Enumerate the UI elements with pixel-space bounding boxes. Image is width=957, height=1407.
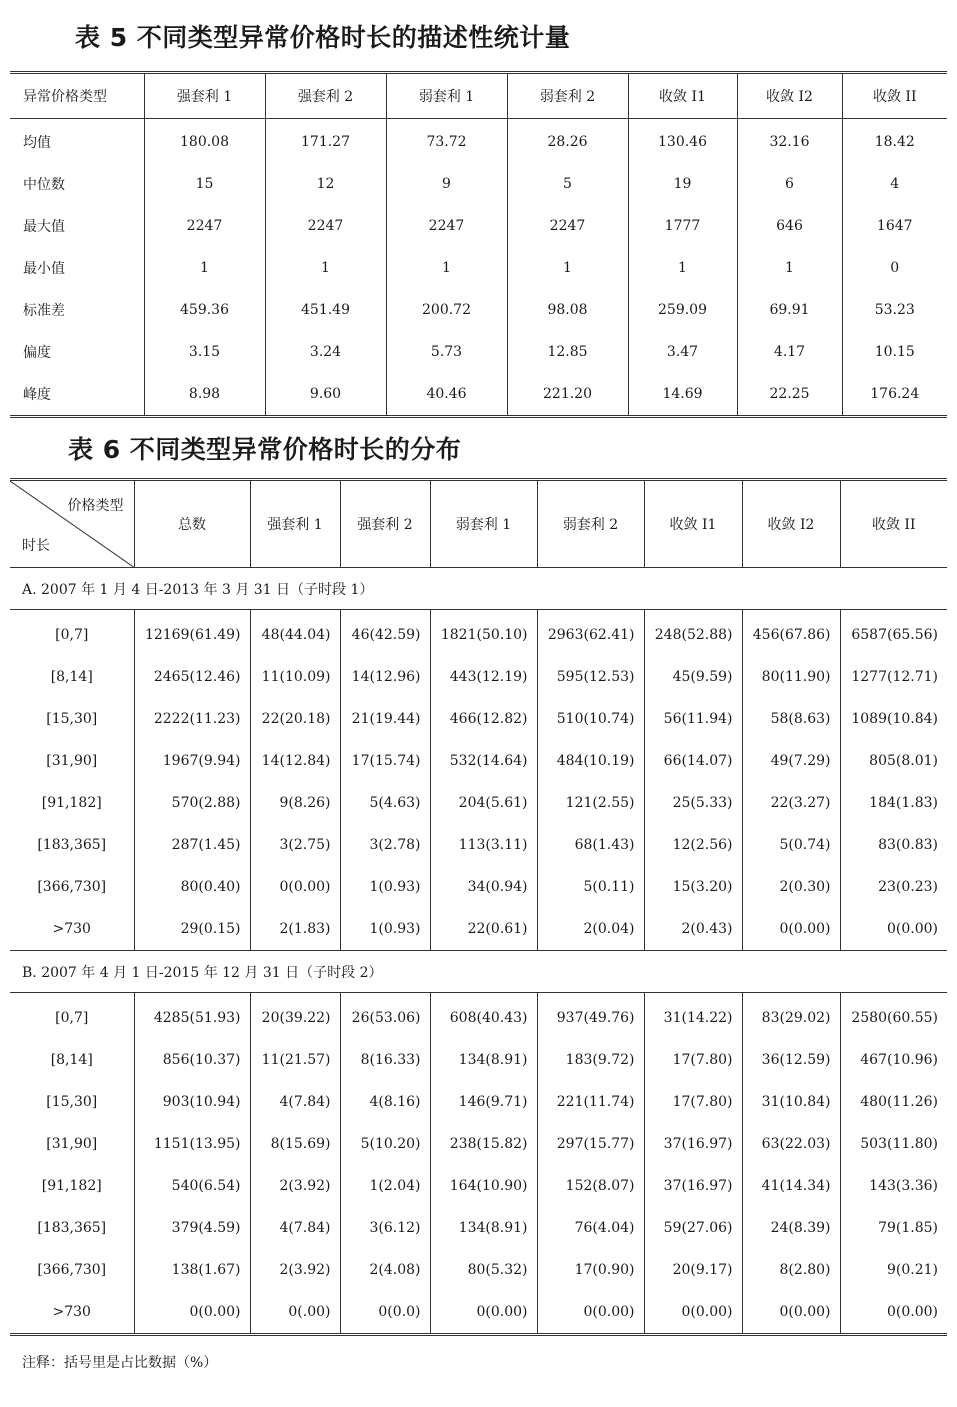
table-row — [10, 247, 947, 289]
duration-range-label: [183,365] — [37, 1220, 107, 1236]
count-cell: 2(0.30) — [742, 866, 840, 908]
count-cell: 80(11.90) — [742, 656, 840, 698]
count-cell: 2(4.08) — [340, 1249, 430, 1291]
count-cell: 2(3.92) — [250, 1165, 340, 1207]
count-cell: 45(9.59) — [644, 656, 742, 698]
count-cell: 24(8.39) — [742, 1207, 840, 1249]
table5-col-header: 收敛 I1 — [628, 73, 737, 119]
count-cell: 184(1.83) — [840, 782, 947, 824]
count-cell: 379(4.59) — [134, 1207, 250, 1249]
stat-value: 451.49 — [265, 289, 386, 331]
count-cell: 121(2.55) — [537, 782, 644, 824]
duration-range-label: [15,30] — [46, 1094, 98, 1110]
count-cell: 1(2.04) — [340, 1165, 430, 1207]
table6-col-header: 强套利 2 — [340, 480, 430, 568]
stat-value: 15 — [144, 163, 265, 205]
count-cell: 58(8.63) — [742, 698, 840, 740]
count-cell: 0(0.00) — [430, 1291, 537, 1335]
count-cell: 8(16.33) — [340, 1039, 430, 1081]
count-cell: 0(.00) — [250, 1291, 340, 1335]
count-cell: 80(5.32) — [430, 1249, 537, 1291]
table6-col-header: 收敛 II — [840, 480, 947, 568]
duration-range-label: [0,7] — [55, 1010, 89, 1026]
stat-value: 2247 — [386, 205, 507, 247]
stat-value: 221.20 — [507, 373, 628, 417]
count-cell: 0(0.00) — [742, 908, 840, 951]
count-cell: 8(2.80) — [742, 1249, 840, 1291]
table-row — [10, 373, 947, 417]
count-cell: 595(12.53) — [537, 656, 644, 698]
count-cell: 23(0.23) — [840, 866, 947, 908]
stat-value: 2247 — [265, 205, 386, 247]
count-cell: 20(39.22) — [250, 993, 340, 1040]
table5-header-row — [10, 73, 947, 119]
stat-value: 130.46 — [628, 119, 737, 164]
table6-col-header: 收敛 I2 — [742, 480, 840, 568]
count-cell: 608(40.43) — [430, 993, 537, 1040]
count-cell: 9(8.26) — [250, 782, 340, 824]
count-cell: 443(12.19) — [430, 656, 537, 698]
count-cell: 29(0.15) — [134, 908, 250, 951]
duration-range-label: >730 — [52, 1304, 91, 1320]
count-cell: 56(11.94) — [644, 698, 742, 740]
table-row — [10, 1291, 947, 1335]
count-cell: 0(0.00) — [840, 908, 947, 951]
stat-value: 12.85 — [507, 331, 628, 373]
count-cell: 17(0.90) — [537, 1249, 644, 1291]
count-cell: 12(2.56) — [644, 824, 742, 866]
count-cell: 3(6.12) — [340, 1207, 430, 1249]
count-cell: 68(1.43) — [537, 824, 644, 866]
count-cell: 36(12.59) — [742, 1039, 840, 1081]
corner-label-duration: 时长 — [22, 538, 50, 554]
table-row — [10, 782, 947, 824]
count-cell: 3(2.78) — [340, 824, 430, 866]
count-cell: 238(15.82) — [430, 1123, 537, 1165]
duration-range-label: >730 — [52, 921, 91, 937]
stat-value: 19 — [628, 163, 737, 205]
duration-range-label: [8,14] — [50, 669, 93, 685]
duration-range-label: [15,30] — [46, 711, 98, 727]
count-cell: 2(0.43) — [644, 908, 742, 951]
count-cell: 15(3.20) — [644, 866, 742, 908]
table-row — [10, 1249, 947, 1291]
count-cell: 37(16.97) — [644, 1123, 742, 1165]
count-cell: 34(0.94) — [430, 866, 537, 908]
table-row — [10, 656, 947, 698]
count-cell: 4(7.84) — [250, 1081, 340, 1123]
stat-label: 均值 — [23, 135, 51, 151]
stat-value: 171.27 — [265, 119, 386, 164]
count-cell: 22(0.61) — [430, 908, 537, 951]
stat-label: 最小值 — [23, 261, 65, 277]
count-cell: 9(0.21) — [840, 1249, 947, 1291]
stat-label: 中位数 — [23, 177, 65, 193]
count-cell: 2(0.04) — [537, 908, 644, 951]
table-row — [10, 1123, 947, 1165]
table6-col-header: 总数 — [134, 480, 250, 568]
table-row — [10, 1081, 947, 1123]
duration-range-label: [31,90] — [46, 753, 98, 769]
duration-range-label: [31,90] — [46, 1136, 98, 1152]
stat-value: 1647 — [842, 205, 947, 247]
stat-label: 偏度 — [23, 345, 51, 361]
count-cell: 11(10.09) — [250, 656, 340, 698]
table-row — [10, 866, 947, 908]
count-cell: 466(12.82) — [430, 698, 537, 740]
stat-label: 峰度 — [23, 387, 51, 403]
count-cell: 146(9.71) — [430, 1081, 537, 1123]
table-row — [10, 908, 947, 951]
count-cell: 113(3.11) — [430, 824, 537, 866]
count-cell: 503(11.80) — [840, 1123, 947, 1165]
count-cell: 21(19.44) — [340, 698, 430, 740]
stat-value: 10.15 — [842, 331, 947, 373]
table-row — [10, 119, 947, 164]
corner-label-type: 价格类型 — [67, 498, 124, 514]
count-cell: 4(7.84) — [250, 1207, 340, 1249]
count-cell: 22(3.27) — [742, 782, 840, 824]
count-cell: 5(0.11) — [537, 866, 644, 908]
count-cell: 903(10.94) — [134, 1081, 250, 1123]
stat-value: 4.17 — [737, 331, 842, 373]
stat-value: 1 — [144, 247, 265, 289]
stat-value: 1 — [265, 247, 386, 289]
stat-value: 176.24 — [842, 373, 947, 417]
count-cell: 5(0.74) — [742, 824, 840, 866]
table-row — [10, 1207, 947, 1249]
table5-col-header: 强套利 1 — [144, 73, 265, 119]
count-cell: 143(3.36) — [840, 1165, 947, 1207]
count-cell: 2963(62.41) — [537, 610, 644, 657]
count-cell: 1821(50.10) — [430, 610, 537, 657]
duration-range-label: [0,7] — [55, 627, 89, 643]
stat-value: 2247 — [507, 205, 628, 247]
table-row — [10, 824, 947, 866]
stat-value: 5.73 — [386, 331, 507, 373]
table-row — [10, 1165, 947, 1207]
count-cell: 1(0.93) — [340, 908, 430, 951]
stat-value: 9.60 — [265, 373, 386, 417]
section-b-label: B. 2007 年 4 月 1 日-2015 年 12 月 31 日（子时段 2） — [10, 951, 947, 993]
table-row — [10, 740, 947, 782]
duration-range-label: [366,730] — [37, 879, 107, 895]
count-cell: 480(11.26) — [840, 1081, 947, 1123]
count-cell: 248(52.88) — [644, 610, 742, 657]
stat-value: 40.46 — [386, 373, 507, 417]
table-note: 注释：括号里是占比数据（%） — [22, 1355, 218, 1371]
duration-range-label: [91,182] — [41, 795, 102, 811]
count-cell: 83(29.02) — [742, 993, 840, 1040]
count-cell: 2580(60.55) — [840, 993, 947, 1040]
count-cell: 76(4.04) — [537, 1207, 644, 1249]
table6-duration-distribution — [10, 478, 947, 1336]
table-row — [10, 331, 947, 373]
count-cell: 484(10.19) — [537, 740, 644, 782]
count-cell: 456(67.86) — [742, 610, 840, 657]
table6-title: 表 6 不同类型异常价格时长的分布 — [68, 435, 462, 464]
count-cell: 48(44.04) — [250, 610, 340, 657]
count-cell: 805(8.01) — [840, 740, 947, 782]
stat-value: 0 — [842, 247, 947, 289]
table5-title: 表 5 不同类型异常价格时长的描述性统计量 — [75, 23, 571, 52]
count-cell: 37(16.97) — [644, 1165, 742, 1207]
count-cell: 6587(65.56) — [840, 610, 947, 657]
count-cell: 4(8.16) — [340, 1081, 430, 1123]
stat-value: 28.26 — [507, 119, 628, 164]
count-cell: 11(21.57) — [250, 1039, 340, 1081]
count-cell: 2465(12.46) — [134, 656, 250, 698]
count-cell: 0(0.00) — [134, 1291, 250, 1335]
stat-value: 3.24 — [265, 331, 386, 373]
count-cell: 4285(51.93) — [134, 993, 250, 1040]
count-cell: 79(1.85) — [840, 1207, 947, 1249]
table-row — [10, 698, 947, 740]
count-cell: 22(20.18) — [250, 698, 340, 740]
table6-corner-cell — [10, 480, 134, 568]
count-cell: 17(15.74) — [340, 740, 430, 782]
stat-value: 98.08 — [507, 289, 628, 331]
count-cell: 49(7.29) — [742, 740, 840, 782]
count-cell: 83(0.83) — [840, 824, 947, 866]
count-cell: 63(22.03) — [742, 1123, 840, 1165]
count-cell: 5(10.20) — [340, 1123, 430, 1165]
table5-col-header: 弱套利 1 — [386, 73, 507, 119]
count-cell: 0(0.0) — [340, 1291, 430, 1335]
table5-col-header: 异常价格类型 — [10, 73, 144, 119]
stat-value: 4 — [842, 163, 947, 205]
duration-range-label: [8,14] — [50, 1052, 93, 1068]
stat-label: 最大值 — [23, 219, 65, 235]
stat-value: 73.72 — [386, 119, 507, 164]
count-cell: 14(12.84) — [250, 740, 340, 782]
stat-value: 2247 — [144, 205, 265, 247]
table-row — [10, 993, 947, 1040]
stat-value: 459.36 — [144, 289, 265, 331]
stat-value: 3.47 — [628, 331, 737, 373]
table-row — [10, 610, 947, 657]
count-cell: 0(0.00) — [644, 1291, 742, 1335]
count-cell: 0(0.00) — [742, 1291, 840, 1335]
count-cell: 510(10.74) — [537, 698, 644, 740]
count-cell: 287(1.45) — [134, 824, 250, 866]
table5-col-header: 收敛 I2 — [737, 73, 842, 119]
count-cell: 937(49.76) — [537, 993, 644, 1040]
count-cell: 14(12.96) — [340, 656, 430, 698]
section-b-row — [10, 951, 947, 993]
table6-col-header: 弱套利 1 — [430, 480, 537, 568]
count-cell: 20(9.17) — [644, 1249, 742, 1291]
stat-value: 32.16 — [737, 119, 842, 164]
stat-value: 6 — [737, 163, 842, 205]
stat-value: 1777 — [628, 205, 737, 247]
table5-col-header: 收敛 II — [842, 73, 947, 119]
table-row — [10, 163, 947, 205]
stat-value: 8.98 — [144, 373, 265, 417]
count-cell: 0(0.00) — [840, 1291, 947, 1335]
count-cell: 5(4.63) — [340, 782, 430, 824]
count-cell: 31(14.22) — [644, 993, 742, 1040]
table6-col-header: 强套利 1 — [250, 480, 340, 568]
count-cell: 152(8.07) — [537, 1165, 644, 1207]
table6-header-row — [10, 480, 947, 568]
stat-value: 69.91 — [737, 289, 842, 331]
stat-value: 22.25 — [737, 373, 842, 417]
stat-value: 18.42 — [842, 119, 947, 164]
count-cell: 467(10.96) — [840, 1039, 947, 1081]
count-cell: 1(0.93) — [340, 866, 430, 908]
count-cell: 12169(61.49) — [134, 610, 250, 657]
count-cell: 1277(12.71) — [840, 656, 947, 698]
stat-value: 53.23 — [842, 289, 947, 331]
stat-value: 1 — [386, 247, 507, 289]
count-cell: 2(1.83) — [250, 908, 340, 951]
count-cell: 1089(10.84) — [840, 698, 947, 740]
table-row — [10, 1039, 947, 1081]
duration-range-label: [91,182] — [41, 1178, 102, 1194]
stat-value: 9 — [386, 163, 507, 205]
count-cell: 26(53.06) — [340, 993, 430, 1040]
duration-range-label: [366,730] — [37, 1262, 107, 1278]
count-cell: 856(10.37) — [134, 1039, 250, 1081]
count-cell: 297(15.77) — [537, 1123, 644, 1165]
stat-value: 12 — [265, 163, 386, 205]
table5-col-header: 弱套利 2 — [507, 73, 628, 119]
count-cell: 17(7.80) — [644, 1081, 742, 1123]
count-cell: 41(14.34) — [742, 1165, 840, 1207]
count-cell: 2222(11.23) — [134, 698, 250, 740]
stat-value: 3.15 — [144, 331, 265, 373]
count-cell: 0(0.00) — [537, 1291, 644, 1335]
count-cell: 8(15.69) — [250, 1123, 340, 1165]
count-cell: 1967(9.94) — [134, 740, 250, 782]
stat-value: 1 — [737, 247, 842, 289]
count-cell: 183(9.72) — [537, 1039, 644, 1081]
stat-value: 259.09 — [628, 289, 737, 331]
table6-col-header: 收敛 I1 — [644, 480, 742, 568]
count-cell: 221(11.74) — [537, 1081, 644, 1123]
stat-value: 14.69 — [628, 373, 737, 417]
table5-col-header: 强套利 2 — [265, 73, 386, 119]
count-cell: 134(8.91) — [430, 1039, 537, 1081]
table-row — [10, 289, 947, 331]
stat-value: 200.72 — [386, 289, 507, 331]
section-a-row — [10, 568, 947, 610]
count-cell: 532(14.64) — [430, 740, 537, 782]
count-cell: 25(5.33) — [644, 782, 742, 824]
stat-value: 180.08 — [144, 119, 265, 164]
count-cell: 138(1.67) — [134, 1249, 250, 1291]
count-cell: 0(0.00) — [250, 866, 340, 908]
duration-range-label: [183,365] — [37, 837, 107, 853]
stat-label: 标准差 — [23, 303, 65, 319]
stat-value: 1 — [628, 247, 737, 289]
count-cell: 3(2.75) — [250, 824, 340, 866]
count-cell: 46(42.59) — [340, 610, 430, 657]
table-row — [10, 205, 947, 247]
count-cell: 1151(13.95) — [134, 1123, 250, 1165]
table6-col-header: 弱套利 2 — [537, 480, 644, 568]
count-cell: 80(0.40) — [134, 866, 250, 908]
count-cell: 66(14.07) — [644, 740, 742, 782]
count-cell: 164(10.90) — [430, 1165, 537, 1207]
stat-value: 1 — [507, 247, 628, 289]
table5-descriptive-statistics — [10, 71, 947, 418]
section-a-label: A. 2007 年 1 月 4 日-2013 年 3 月 31 日（子时段 1） — [10, 568, 947, 610]
count-cell: 540(6.54) — [134, 1165, 250, 1207]
count-cell: 17(7.80) — [644, 1039, 742, 1081]
count-cell: 204(5.61) — [430, 782, 537, 824]
count-cell: 31(10.84) — [742, 1081, 840, 1123]
count-cell: 570(2.88) — [134, 782, 250, 824]
stat-value: 5 — [507, 163, 628, 205]
count-cell: 59(27.06) — [644, 1207, 742, 1249]
count-cell: 2(3.92) — [250, 1249, 340, 1291]
count-cell: 134(8.91) — [430, 1207, 537, 1249]
stat-value: 646 — [737, 205, 842, 247]
